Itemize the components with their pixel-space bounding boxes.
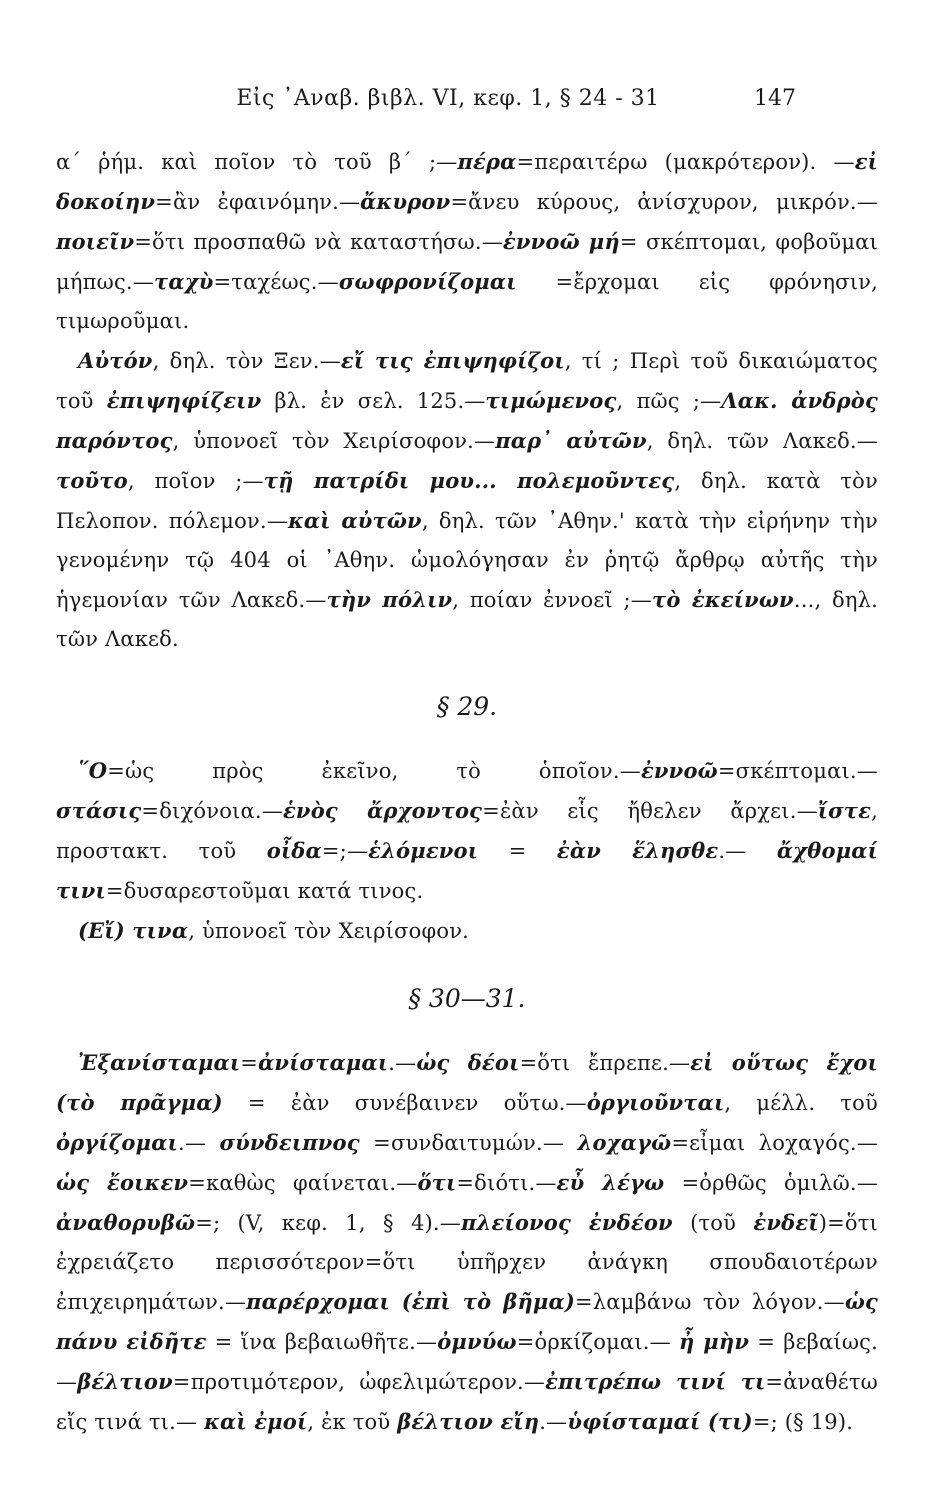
lemma-term: παρ᾿ αὐτῶν xyxy=(495,428,647,453)
gloss-text: =προτιμότερον, ὠφελιμώτερον.— xyxy=(172,1370,546,1394)
lemma-term: ἦ μὴν xyxy=(679,1329,750,1354)
gloss-text: =; (V, κεφ. 1, § 4).— xyxy=(195,1211,461,1235)
gloss-text: , δηλ. κατὰ τὸν Πελοπον. πόλεμον.— xyxy=(56,469,878,533)
lemma-term: εἰ οὕτως ἔχοι (τὸ πρᾶγμα) xyxy=(56,1050,879,1115)
lemma-term: πέρα xyxy=(457,149,517,174)
lemma-term: Λακ. ἀνδρὸς παρόντος xyxy=(56,388,879,453)
gloss-text: , ποίαν ἐννοεῖ ;— xyxy=(452,588,652,612)
gloss-text: .— xyxy=(539,1410,568,1434)
lemma-term: τοῦτο xyxy=(56,468,128,493)
commentary-paragraph xyxy=(56,751,878,911)
lemma-term: σωφρονίζομαι xyxy=(338,269,517,294)
gloss-text: .— xyxy=(177,1131,220,1155)
gloss-text: =διότι.— xyxy=(456,1171,557,1195)
gloss-text: , δηλ. τῶν ᾿Αθην.' κατὰ τὴν εἰρήνην τὴν γενομένην τῷ 404 οἱ ᾿Αθην. ὡμολόγησαν ἐν ῥητῷ ἄρθρῳ αὐτῆς τὴν ἡγεμονίαν τῶν Λακεδ.— xyxy=(56,509,878,612)
lemma-term: βέλτιον εἴη xyxy=(397,1409,540,1434)
gloss-text: =; (§ 19). xyxy=(752,1410,854,1434)
lemma-term: Ἐξανίσταμαι xyxy=(78,1050,241,1075)
gloss-text: , ποῖον ;— xyxy=(127,469,264,493)
lemma-term: ποιεῖν xyxy=(56,229,135,254)
gloss-text: , μέλλ. τοῦ xyxy=(724,1091,878,1115)
lemma-term: ὡς ἔοικεν xyxy=(56,1170,189,1195)
gloss-text: , δηλ. τὸν Ξεν.— xyxy=(152,349,341,373)
lemma-term: εὖ λέγω xyxy=(556,1170,665,1195)
lemma-term: στάσις xyxy=(56,798,142,823)
lemma-term: ὀργιοῦνται xyxy=(586,1090,725,1115)
gloss-text: (τοῦ xyxy=(672,1211,754,1235)
lemma-term: τὸ ἐκείνων xyxy=(652,587,794,612)
lemma-term: λοχαγῶ xyxy=(577,1130,672,1155)
lemma-term: ἑνὸς ἄρχοντος xyxy=(282,798,483,823)
lemma-term: ὀμνύω xyxy=(437,1329,517,1354)
page-number: 147 xyxy=(754,86,796,111)
gloss-text: = xyxy=(478,839,557,863)
gloss-text: α´ ῥήμ. καὶ ποῖον τὸ τοῦ β´ ;— xyxy=(56,150,458,174)
gloss-text: , δηλ. τῶν Λακεδ.— xyxy=(646,429,878,453)
lemma-term: ἐννοῶ μή xyxy=(502,229,620,254)
lemma-term: ἑλόμενοι xyxy=(368,838,479,863)
page-body xyxy=(56,142,878,1442)
gloss-text: =συνδαιτυμών.— xyxy=(359,1131,578,1155)
gloss-text: =δυσαρεστοῦμαι κατά τινος. xyxy=(105,879,424,903)
gloss-text: )=ὅτι ἐχρειάζετο περισσότερον=ὅτι ὑπῆρχεν ἀνάγκη σπουδαιοτέρων ἐπιχειρημάτων.— xyxy=(56,1211,878,1314)
gloss-text: =ἄνευ κύρους, ἀνίσχυρον, μικρόν.— xyxy=(450,190,879,214)
lemma-term: ὀργίζομαι xyxy=(56,1130,178,1155)
lemma-term: καὶ ἐμοί xyxy=(204,1409,308,1434)
gloss-text: =ἔρχομαι εἰς φρόνησιν, τιμωροῦμαι. xyxy=(56,270,878,333)
gloss-text: =καθὼς φαίνεται.— xyxy=(188,1171,418,1195)
gloss-text: =ἀναθέτω εἴς τινά τι.— xyxy=(56,1370,878,1434)
lemma-term: καὶ αὐτῶν xyxy=(287,508,422,533)
lemma-term: ὡς δέοι xyxy=(416,1050,520,1075)
lemma-term: εἰ δοκοίην xyxy=(56,149,879,214)
lemma-term: βέλτιον xyxy=(77,1369,173,1394)
lemma-term: ἐὰν ἕλησθε xyxy=(556,838,719,863)
lemma-term: ἄχθομαί τινι xyxy=(56,838,878,903)
lemma-term: Αὐτόν xyxy=(78,348,153,373)
gloss-text: =ὅτι ἔπρεπε.— xyxy=(519,1051,691,1075)
gloss-text: , προστακτ. τοῦ xyxy=(56,799,878,863)
gloss-text: = xyxy=(240,1051,259,1075)
gloss-text: =ὡς πρὸς ἐκεῖνο, τὸ ὁποῖον.— xyxy=(107,759,641,783)
commentary-paragraph xyxy=(56,142,878,341)
gloss-text: =;— xyxy=(321,839,369,863)
lemma-term: ἐνδεῖ xyxy=(753,1210,819,1235)
gloss-text: =ἂν ἐφαινόμην.— xyxy=(155,190,361,214)
gloss-text: , πῶς ;— xyxy=(616,389,722,413)
lemma-term: ἀναθορυβῶ xyxy=(56,1210,196,1235)
gloss-text: .— xyxy=(718,839,777,863)
gloss-text: = βεβαίως.— xyxy=(56,1330,878,1394)
lemma-term: εἴ τις ἐπιψηφίζοι xyxy=(340,348,565,373)
lemma-term: ἴστε xyxy=(817,798,872,823)
commentary-paragraph xyxy=(56,341,878,659)
gloss-text: =ὅτι προσπαθῶ νὰ καταστήσω.— xyxy=(134,230,503,254)
gloss-text: = σκέπτομαι, φοβοῦμαι μήπως.— xyxy=(56,230,878,294)
page-header xyxy=(110,86,796,126)
gloss-text: =σκέπτομαι.— xyxy=(717,759,878,783)
gloss-text: =λαμβάνω τὸν λόγον.— xyxy=(574,1290,845,1314)
lemma-term: τῇ πατρίδι μου... πολεμοῦντες xyxy=(263,468,675,493)
gloss-text: , τί ; Περὶ τοῦ δικαιώματος τοῦ xyxy=(56,349,878,413)
gloss-text: =ταχέως.— xyxy=(213,270,339,294)
section-heading: § 30—31. xyxy=(408,984,526,1013)
gloss-text: .— xyxy=(388,1051,417,1075)
gloss-text: , ὑπονοεῖ τὸν Χειρίσοφον. xyxy=(188,919,470,943)
gloss-text: βλ. ἐν σελ. 125.— xyxy=(261,389,486,413)
lemma-term: ῞Ο xyxy=(78,758,108,783)
lemma-term: οἶδα xyxy=(266,838,322,863)
running-title: Εἰς ᾿Αναβ. βιβλ. VI, κεφ. 1, § 24 - 31 xyxy=(236,86,660,111)
lemma-term: (Εἴ) τινα xyxy=(78,918,189,943)
lemma-term: ἄκυρον xyxy=(360,189,451,214)
gloss-text: =ὁρκίζομαι.— xyxy=(516,1330,680,1354)
gloss-text: = ἵνα βεβαιωθῆτε.— xyxy=(206,1330,438,1354)
lemma-term: πλείονος ἐνδέον xyxy=(461,1210,673,1235)
lemma-term: ἀνίσταμαι xyxy=(258,1050,389,1075)
gloss-text: =περαιτέρω (μακρότερον). — xyxy=(516,150,855,174)
gloss-text: =εἶμαι λοχαγός.— xyxy=(671,1131,879,1155)
lemma-term: ὅτι xyxy=(417,1170,457,1195)
lemma-term: ἐπιψηφίζειν xyxy=(106,388,262,413)
lemma-term: ἐννοῶ xyxy=(640,758,718,783)
gloss-text: =διχόνοια.— xyxy=(141,799,283,823)
lemma-term: παρέρχομαι (ἐπὶ τὸ βῆμα) xyxy=(246,1289,575,1314)
lemma-term: τὴν πόλιν xyxy=(326,587,453,612)
gloss-text: = ἐὰν συνέβαινεν οὕτω.— xyxy=(222,1091,587,1115)
lemma-term: ὑφίσταμαί (τι) xyxy=(567,1409,753,1434)
lemma-term: ἐπιτρέπω τινί τι xyxy=(545,1369,766,1394)
gloss-text: =ἐὰν εἷς ἤθελεν ἄρχει.— xyxy=(482,799,818,823)
gloss-text: , ὑπονοεῖ τὸν Χειρίσοφον.— xyxy=(172,429,496,453)
lemma-term: ὡς πάνυ εἰδῆτε xyxy=(56,1289,878,1354)
commentary-paragraph xyxy=(56,911,878,951)
lemma-term: τιμώμενος xyxy=(485,388,617,413)
section-heading: § 29. xyxy=(436,692,498,721)
gloss-text: ..., δηλ. τῶν Λακεδ. xyxy=(56,588,878,651)
gloss-text: , ἐκ τοῦ xyxy=(307,1410,398,1434)
lemma-term: ταχὺ xyxy=(154,269,214,294)
lemma-term: σύνδειπνος xyxy=(219,1130,360,1155)
gloss-text: =ὀρθῶς ὁμιλῶ.— xyxy=(664,1171,878,1195)
commentary-paragraph xyxy=(56,1043,878,1442)
